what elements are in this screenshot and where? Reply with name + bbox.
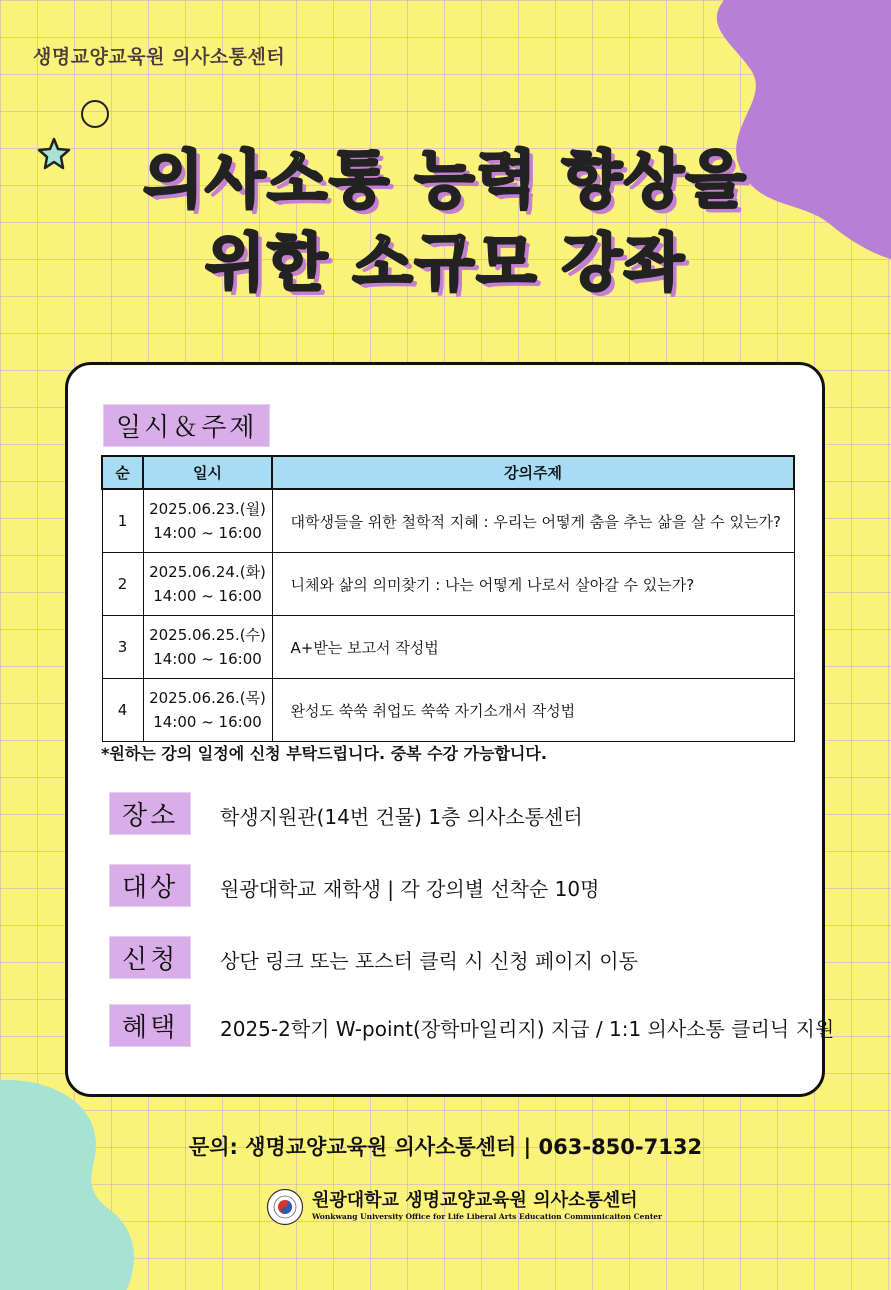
row-topic: A+받는 보고서 작성법 bbox=[272, 616, 794, 679]
table-row bbox=[102, 489, 794, 553]
table-row bbox=[102, 679, 794, 742]
apply-tag: 신청 bbox=[110, 937, 190, 978]
target-tag: 대상 bbox=[110, 865, 190, 906]
table-row bbox=[102, 553, 794, 616]
row-time: 14:00 ~ 16:00 bbox=[153, 650, 262, 668]
header-number: 순 bbox=[102, 456, 143, 489]
row-datetime bbox=[143, 616, 272, 679]
table-row bbox=[102, 616, 794, 679]
header-date: 일시 bbox=[143, 456, 272, 489]
org-header: 생명교양교육원 의사소통센터 bbox=[33, 46, 286, 68]
mint-blob-decoration bbox=[0, 1070, 190, 1290]
row-date: 2025.06.23.(월) bbox=[149, 500, 266, 518]
row-topic: 완성도 쑥쑥 취업도 쑥쑥 자기소개서 작성법 bbox=[272, 679, 794, 742]
page-title-line-1: 의사소통 능력 향상을 bbox=[143, 143, 748, 216]
benefit-tag: 혜택 bbox=[110, 1005, 190, 1046]
page-title-line-2: 위한 소규모 강좌 bbox=[205, 226, 686, 299]
row-number: 3 bbox=[102, 616, 143, 679]
info-row-target bbox=[110, 865, 600, 906]
row-datetime bbox=[143, 553, 272, 616]
row-date: 2025.06.25.(수) bbox=[149, 626, 266, 644]
info-row-benefit bbox=[110, 1005, 835, 1046]
apply-text: 상단 링크 또는 포스터 클릭 시 신청 페이지 이동 bbox=[220, 949, 638, 973]
university-seal-icon bbox=[266, 1188, 304, 1226]
row-number: 2 bbox=[102, 553, 143, 616]
row-number: 1 bbox=[102, 489, 143, 553]
footer-org-name-en: Wonkwang University Office for Life Liberal Arts Education Communicaiton Center bbox=[312, 1212, 663, 1221]
schedule-note: *원하는 강의 일정에 신청 부탁드립니다. 중복 수강 가능합니다. bbox=[101, 744, 547, 763]
circle-decoration bbox=[81, 100, 109, 128]
row-time: 14:00 ~ 16:00 bbox=[153, 524, 262, 542]
row-datetime bbox=[143, 679, 272, 742]
target-text: 원광대학교 재학생 | 각 강의별 선착순 10명 bbox=[220, 877, 600, 901]
row-topic: 대학생들을 위한 철학적 지혜 : 우리는 어떻게 춤을 추는 삶을 살 수 있는가? bbox=[272, 489, 794, 553]
header-topic: 강의주제 bbox=[272, 456, 794, 489]
info-row-apply bbox=[110, 937, 638, 978]
row-time: 14:00 ~ 16:00 bbox=[153, 713, 262, 731]
row-number: 4 bbox=[102, 679, 143, 742]
schedule-tag: 일시＆주제 bbox=[104, 405, 269, 446]
schedule-table bbox=[101, 455, 795, 742]
contact-info: 문의: 생명교양교육원 의사소통센터 | 063-850-7132 bbox=[188, 1135, 703, 1159]
row-date: 2025.06.24.(화) bbox=[149, 563, 266, 581]
footer-org-name-ko: 원광대학교 생명교양교육원 의사소통센터 bbox=[312, 1190, 638, 1211]
info-row-location bbox=[110, 793, 583, 834]
row-date: 2025.06.26.(목) bbox=[149, 689, 266, 707]
table-header-row bbox=[102, 456, 794, 489]
info-card bbox=[65, 362, 835, 1097]
benefit-text: 2025-2학기 W-point(장학마일리지) 지급 / 1:1 의사소통 클리닉 지원 bbox=[220, 1017, 835, 1041]
row-time: 14:00 ~ 16:00 bbox=[153, 587, 262, 605]
row-topic: 니체와 삶의 의미찾기 : 나는 어떻게 나로서 살아갈 수 있는가? bbox=[272, 553, 794, 616]
location-tag: 장소 bbox=[110, 793, 190, 834]
row-datetime bbox=[143, 489, 272, 553]
location-text: 학생지원관(14번 건물) 1층 의사소통센터 bbox=[220, 805, 583, 829]
